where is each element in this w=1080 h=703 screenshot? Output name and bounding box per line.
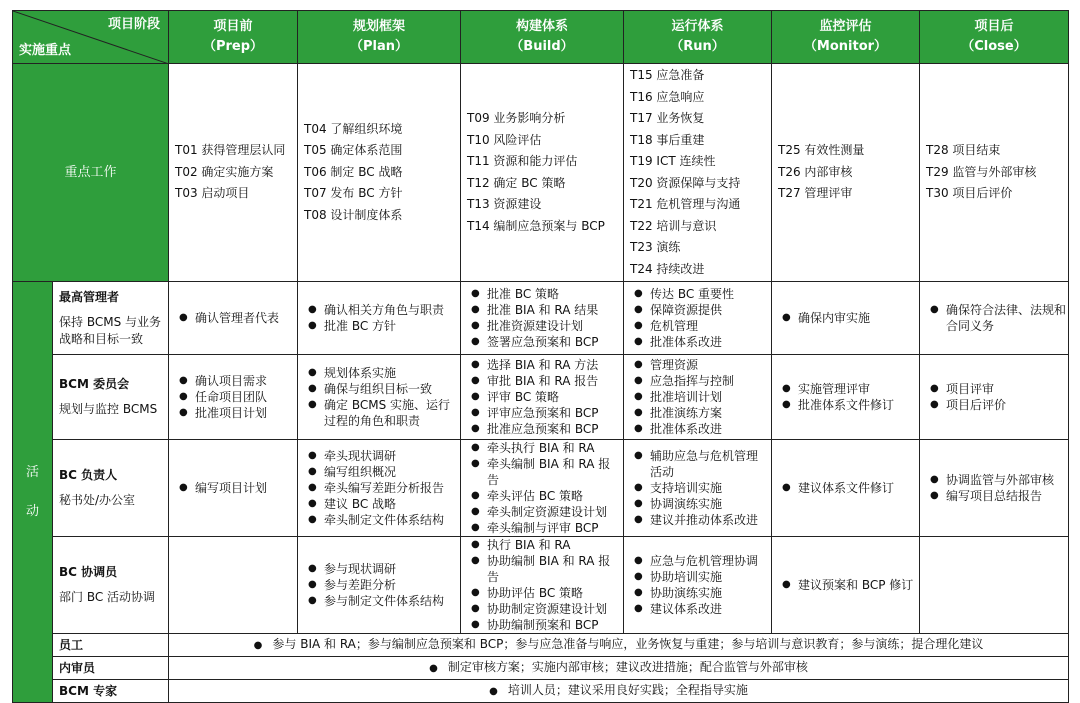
activity-item: ● 协助评估 BC 策略 xyxy=(471,585,621,601)
activity-list xyxy=(624,286,771,350)
role-activity-cell xyxy=(298,537,461,634)
activity-item: ● 牵头编制 BIA 和 RA 报告 xyxy=(471,456,621,488)
corner-label-phase: 项目阶段 xyxy=(107,17,160,32)
key-work-cell xyxy=(920,64,1069,282)
activity-item: ● 保障资源提供 xyxy=(634,302,769,318)
bullet-icon: ● xyxy=(253,640,263,651)
activity-list xyxy=(298,302,460,334)
activity-item: ● 批准培训计划 xyxy=(634,389,769,405)
activities-label-1: 活 xyxy=(25,465,39,480)
role-activity-cell xyxy=(624,440,772,537)
role-name-cell xyxy=(53,440,169,537)
activity-list xyxy=(169,480,297,496)
task-item: T23 演练 xyxy=(630,240,681,254)
task-item: T20 资源保障与支持 xyxy=(630,175,741,190)
task-item: T10 风险评估 xyxy=(467,132,542,147)
role-name: 员工 xyxy=(59,637,84,652)
role-activity-cell xyxy=(461,282,624,355)
activity-list xyxy=(298,365,460,429)
activity-item: ● 批准项目计划 xyxy=(179,405,295,421)
activity-item: ● 确定 BCMS 实施、运行过程的角色和职责 xyxy=(308,397,458,429)
wide-role-text: 制定审核方案；实施内部审核；建议改进措施；配合监管与外部审核 xyxy=(447,660,808,674)
activity-item: ● 规划体系实施 xyxy=(308,365,458,381)
activity-item: ● 批准演练方案 xyxy=(634,405,769,421)
task-item: T27 管理评审 xyxy=(778,186,853,201)
task-item: T09 业务影响分析 xyxy=(467,111,566,125)
activity-list xyxy=(772,310,919,326)
activity-item: ● 应急与危机管理协调 xyxy=(634,553,769,569)
activity-list xyxy=(624,357,771,437)
activity-item: ● 确认项目需求 xyxy=(179,373,295,389)
activity-item: ● 审批 BIA 和 RA 报告 xyxy=(471,373,621,389)
task-item: T21 危机管理与沟通 xyxy=(630,197,741,211)
key-work-cell xyxy=(461,64,624,282)
activity-item: ● 建议 BC 战略 xyxy=(308,496,458,512)
phase-name: 监控评估 xyxy=(819,19,872,34)
activity-item: ● 牵头编写差距分析报告 xyxy=(308,480,458,496)
activity-item: ● 确认相关方角色与职责 xyxy=(308,302,458,318)
task-item: T03 启动项目 xyxy=(175,186,250,201)
activity-list xyxy=(624,448,771,528)
phase-english: （Run） xyxy=(670,39,725,54)
activity-item: ● 建议体系改进 xyxy=(634,601,769,617)
activity-item: ● 协助制定资源建设计划 xyxy=(471,601,621,617)
wide-role-text-cell xyxy=(169,680,1069,703)
wide-role-row xyxy=(13,680,1069,703)
header-row xyxy=(13,11,1069,64)
activity-item: ● 评审应急预案和 BCP xyxy=(471,405,621,421)
role-name-cell xyxy=(53,355,169,440)
task-item: T26 内部审核 xyxy=(778,164,853,179)
activity-list xyxy=(169,373,297,421)
activity-item: ● 牵头评估 BC 策略 xyxy=(471,488,621,504)
task-item: T11 资源和能力评估 xyxy=(467,154,578,168)
role-name: 最高管理者 xyxy=(59,289,120,304)
phase-name: 项目前 xyxy=(213,19,253,34)
task-item: T04 了解组织环境 xyxy=(304,121,403,136)
role-activity-cell xyxy=(772,537,920,634)
activity-list xyxy=(920,381,1068,413)
phase-english: （Plan） xyxy=(349,39,408,54)
corner-label-focus: 实施重点 xyxy=(19,43,72,58)
role-name-cell xyxy=(53,680,169,703)
activity-item: ● 协助培训实施 xyxy=(634,569,769,585)
role-activity-cell xyxy=(169,355,298,440)
key-work-label-text: 重点工作 xyxy=(64,165,117,180)
activity-item: ● 确认管理者代表 xyxy=(179,310,295,326)
activity-item: ● 牵头执行 BIA 和 RA xyxy=(471,440,621,456)
phase-header xyxy=(624,11,772,64)
role-activity-cell xyxy=(624,355,772,440)
activity-item: ● 编写项目总结报告 xyxy=(930,488,1066,504)
activity-item: ● 选择 BIA 和 RA 方法 xyxy=(471,357,621,373)
activity-list xyxy=(298,561,460,609)
role-row xyxy=(13,440,1069,537)
phase-english: （Monitor） xyxy=(803,39,888,54)
activity-item: ● 建议预案和 BCP 修订 xyxy=(782,577,917,593)
task-item: T16 应急响应 xyxy=(630,89,705,104)
bcms-phase-table xyxy=(12,10,1068,698)
task-item: T25 有效性测量 xyxy=(778,143,865,158)
activity-item: ● 批准应急预案和 BCP xyxy=(471,421,621,437)
activity-list xyxy=(920,472,1068,504)
activity-list xyxy=(461,537,623,633)
activity-item: ● 批准 BC 策略 xyxy=(471,286,621,302)
role-activity-cell xyxy=(772,440,920,537)
task-item: T18 事后重建 xyxy=(630,132,705,147)
phase-english: （Close） xyxy=(961,39,1027,54)
task-item: T13 资源建设 xyxy=(467,197,542,211)
activity-item: ● 项目后评价 xyxy=(930,397,1066,413)
role-activity-cell xyxy=(920,282,1069,355)
activity-item: ● 确保与组织目标一致 xyxy=(308,381,458,397)
phase-name: 项目后 xyxy=(974,19,1014,34)
role-activity-cell xyxy=(920,355,1069,440)
activity-item: ● 牵头制定资源建设计划 xyxy=(471,504,621,520)
task-item: T15 应急准备 xyxy=(630,68,705,82)
activity-item: ● 批准体系改进 xyxy=(634,421,769,437)
role-name-cell xyxy=(53,657,169,680)
role-name-cell xyxy=(53,634,169,657)
activity-item: ● 危机管理 xyxy=(634,318,769,334)
activity-list xyxy=(772,480,919,496)
role-row xyxy=(13,282,1069,355)
activity-item: ● 辅助应急与危机管理活动 xyxy=(634,448,769,480)
bullet-icon: ● xyxy=(489,686,498,697)
activity-item: ● 批准资源建设计划 xyxy=(471,318,621,334)
activity-item: ● 协助编制 BIA 和 RA 报告 xyxy=(471,553,621,585)
activity-item: ● 编写项目计划 xyxy=(179,480,295,496)
task-item: T08 设计制度体系 xyxy=(304,207,403,222)
role-name: BCM 委员会 xyxy=(59,377,130,391)
role-description: 保持 BCMS 与业务战略和目标一致 xyxy=(59,314,162,346)
role-activity-cell xyxy=(920,537,1069,634)
wide-role-text: 培训人员；建议采用良好实践；全程指导实施 xyxy=(507,683,748,697)
key-work-row xyxy=(13,64,1069,282)
task-item: T22 培训与意识 xyxy=(630,218,717,233)
role-description: 部门 BC 活动协调 xyxy=(59,590,156,604)
role-row xyxy=(13,355,1069,440)
role-activity-cell xyxy=(461,355,624,440)
role-activity-cell xyxy=(461,440,624,537)
task-item: T19 ICT 连续性 xyxy=(630,154,716,168)
activity-item: ● 项目评审 xyxy=(930,381,1066,397)
phase-english: （Prep） xyxy=(202,39,264,54)
activity-list xyxy=(461,286,623,350)
role-row xyxy=(13,537,1069,634)
activity-item: ● 管理资源 xyxy=(634,357,769,373)
key-work-cell xyxy=(169,64,298,282)
header-corner-cell xyxy=(13,11,169,64)
task-item: T12 确定 BC 策略 xyxy=(467,175,566,190)
activities-label-2: 动 xyxy=(25,504,39,519)
key-work-cell xyxy=(298,64,461,282)
phase-name: 规划框架 xyxy=(352,19,405,34)
phase-header xyxy=(772,11,920,64)
activity-item: ● 参与差距分析 xyxy=(308,577,458,593)
role-description: 秘书处/办公室 xyxy=(59,493,136,507)
phase-header xyxy=(169,11,298,64)
activity-item: ● 实施管理评审 xyxy=(782,381,917,397)
role-name: BC 协调员 xyxy=(59,565,118,579)
activity-item: ● 建议并推动体系改进 xyxy=(634,512,769,528)
role-description: 规划与监控 BCMS xyxy=(59,402,158,416)
task-item: T14 编制应急预案与 BCP xyxy=(467,218,605,233)
role-activity-cell xyxy=(298,440,461,537)
task-item: T07 发布 BC 方针 xyxy=(304,186,403,201)
phase-matrix-table xyxy=(12,10,1069,703)
role-activity-cell xyxy=(298,355,461,440)
role-activity-cell xyxy=(169,440,298,537)
role-activity-cell xyxy=(920,440,1069,537)
role-name-cell xyxy=(53,537,169,634)
activity-item: ● 执行 BIA 和 RA xyxy=(471,537,621,553)
key-work-cell xyxy=(772,64,920,282)
role-name: BCM 专家 xyxy=(59,683,118,698)
role-activity-cell xyxy=(169,282,298,355)
activity-item: ● 批准体系文件修订 xyxy=(782,397,917,413)
activity-item: ● 批准 BIA 和 RA 结果 xyxy=(471,302,621,318)
activity-item: ● 批准 BC 方针 xyxy=(308,318,458,334)
activity-item: ● 参与制定文件体系结构 xyxy=(308,593,458,609)
role-name-cell xyxy=(53,282,169,355)
phase-english: （Build） xyxy=(510,39,574,54)
activity-list xyxy=(461,357,623,437)
phase-header xyxy=(920,11,1069,64)
key-work-label xyxy=(13,64,169,282)
activity-item: ● 评审 BC 策略 xyxy=(471,389,621,405)
task-item: T05 确定体系范围 xyxy=(304,143,403,158)
role-activity-cell xyxy=(298,282,461,355)
role-name: BC 负责人 xyxy=(59,468,118,482)
activity-item: ● 支持培训实施 xyxy=(634,480,769,496)
activity-list xyxy=(298,448,460,528)
wide-role-row xyxy=(13,634,1069,657)
task-item: T29 监管与外部审核 xyxy=(926,164,1037,179)
task-item: T17 业务恢复 xyxy=(630,111,705,125)
activity-item: ● 任命项目团队 xyxy=(179,389,295,405)
activity-list xyxy=(461,440,623,536)
activity-item: ● 协调演练实施 xyxy=(634,496,769,512)
activity-list xyxy=(772,381,919,413)
task-item: T28 项目结束 xyxy=(926,143,1001,158)
activity-item: ● 协助编制预案和 BCP xyxy=(471,617,621,633)
wide-role-row xyxy=(13,657,1069,680)
task-item: T02 确定实施方案 xyxy=(175,164,274,179)
activity-list xyxy=(920,302,1068,334)
phase-name: 运行体系 xyxy=(671,19,724,34)
role-activity-cell xyxy=(461,537,624,634)
activities-label xyxy=(13,282,53,703)
phase-name: 构建体系 xyxy=(515,19,568,34)
task-item: T06 制定 BC 战略 xyxy=(304,164,403,179)
activity-list xyxy=(169,310,297,326)
activity-item: ● 参与现状调研 xyxy=(308,561,458,577)
activity-item: ● 建议体系文件修订 xyxy=(782,480,917,496)
activity-list xyxy=(772,577,919,593)
activity-item: ● 牵头制定文件体系结构 xyxy=(308,512,458,528)
activity-item: ● 协助演练实施 xyxy=(634,585,769,601)
key-work-cell xyxy=(624,64,772,282)
activity-item: ● 传达 BC 重要性 xyxy=(634,286,769,302)
activity-item: ● 批准体系改进 xyxy=(634,334,769,350)
phase-header xyxy=(461,11,624,64)
activity-item: ● 协调监管与外部审核 xyxy=(930,472,1066,488)
task-item: T24 持续改进 xyxy=(630,261,705,276)
phase-header xyxy=(298,11,461,64)
wide-role-text-cell xyxy=(169,657,1069,680)
activity-item: ● 牵头编制与评审 BCP xyxy=(471,520,621,536)
activity-item: ● 确保内审实施 xyxy=(782,310,917,326)
role-activity-cell xyxy=(169,537,298,634)
wide-role-text: 参与 BIA 和 RA；参与编制应急预案和 BCP；参与应急准备与响应，业务恢复与重建；参与培训与意识教育；参与演练；提合理化建议 xyxy=(272,637,984,651)
activity-item: ● 确保符合法律、法规和合同义务 xyxy=(930,302,1066,334)
activity-list xyxy=(624,553,771,617)
wide-role-text-cell xyxy=(169,634,1069,657)
role-activity-cell xyxy=(772,282,920,355)
activity-item: ● 签署应急预案和 BCP xyxy=(471,334,621,350)
activity-item: ● 牵头现状调研 xyxy=(308,448,458,464)
activity-item: ● 应急指挥与控制 xyxy=(634,373,769,389)
task-item: T01 获得管理层认同 xyxy=(175,143,286,158)
role-name: 内审员 xyxy=(59,660,96,675)
role-activity-cell xyxy=(624,282,772,355)
role-activity-cell xyxy=(772,355,920,440)
bullet-icon: ● xyxy=(429,663,438,674)
role-activity-cell xyxy=(624,537,772,634)
activity-item: ● 编写组织概况 xyxy=(308,464,458,480)
task-item: T30 项目后评价 xyxy=(926,186,1013,201)
